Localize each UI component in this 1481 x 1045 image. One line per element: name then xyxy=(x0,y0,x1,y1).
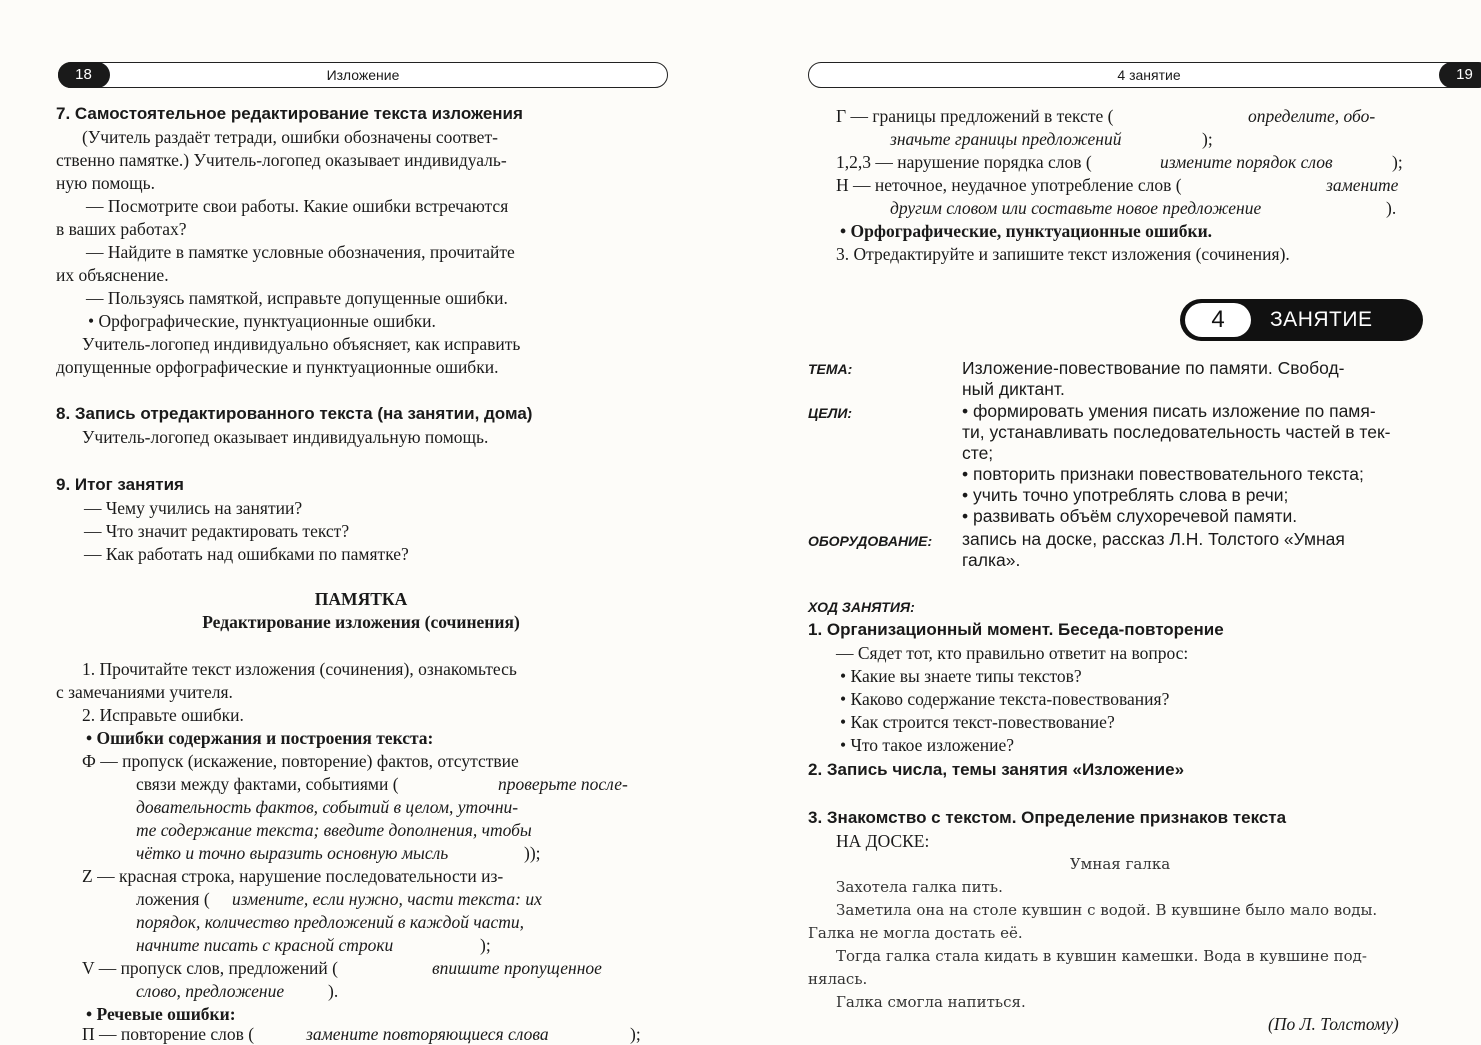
board-attribution: (По Л. Толстому) xyxy=(1268,1014,1399,1034)
text-line: галка». xyxy=(962,550,1021,570)
text-line: П — повторение слов ( xyxy=(82,1024,255,1044)
text-line: ); xyxy=(630,1024,641,1044)
text-line: Учитель-логопед индивидуально объясняет, как исправить xyxy=(82,334,521,354)
text-line: • Ошибки содержания и построения текста: xyxy=(86,728,434,748)
text-line: довательность фактов, событий в целом, уточни- xyxy=(136,797,519,817)
text-line: замените xyxy=(1326,175,1399,195)
text-line: значьте границы предложений xyxy=(890,129,1122,149)
board-line: Галка не могла достать её. xyxy=(808,924,1023,942)
header-title: Изложение xyxy=(326,67,400,83)
text-line: определите, обо- xyxy=(1248,106,1376,126)
text-line: 9. Итог занятия xyxy=(56,475,184,494)
text-line: 1,2,3 — нарушение порядка слов ( xyxy=(836,152,1092,172)
text-line: ); xyxy=(480,935,491,955)
text-line: измените, если нужно, части текста: их xyxy=(232,889,542,909)
text-line: — Посмотрите свои работы. Какие ошибки встречаются xyxy=(86,196,509,216)
board-line: Тогда галка стала кидать в кувшин камешки. Вода в кувшине под- xyxy=(836,947,1367,965)
text-line: НА ДОСКЕ: xyxy=(836,831,930,851)
text-line: чётко и точно выразить основную мысль xyxy=(136,843,449,863)
text-line: 1. Прочитайте текст изложения (сочинения), ознакомьтесь xyxy=(82,659,517,679)
text-line: ТЕМА: xyxy=(808,361,853,377)
text-line: — Чему учились на занятии? xyxy=(84,498,303,518)
text-line: впишите пропущенное xyxy=(432,958,602,978)
text-line: )); xyxy=(524,843,541,863)
text-line: 2. Исправьте ошибки. xyxy=(82,705,244,725)
text-line: 1. Организационный момент. Беседа-повторение xyxy=(808,620,1224,639)
text-line: 3. Отредактируйте и запишите текст изложения (сочинения). xyxy=(836,244,1290,264)
text-line: — Что значит редактировать текст? xyxy=(84,521,350,541)
lesson-word: ЗАНЯТИЕ xyxy=(1270,308,1373,331)
text-line: — Сядет тот, кто правильно ответит на вопрос: xyxy=(836,643,1189,663)
text-line: ); xyxy=(1202,129,1213,149)
text-line: — Пользуясь памяткой, исправьте допущенные ошибки. xyxy=(86,288,508,308)
page-header-left xyxy=(58,62,668,88)
text-line: — Как работать над ошибками по памятке? xyxy=(84,544,409,564)
text-line: замените повторяющиеся слова xyxy=(306,1024,549,1044)
text-line: ный диктант. xyxy=(962,379,1065,399)
text-line: • Каково содержание текста-повествования? xyxy=(840,689,1170,709)
text-line: ОБОРУДОВАНИЕ: xyxy=(808,533,933,549)
text-line: • Как строится текст-повествование? xyxy=(840,712,1115,732)
text-line: другим словом или составьте новое предложение xyxy=(890,198,1262,218)
text-line: • развивать объём слухоречевой памяти. xyxy=(962,506,1298,526)
text-line: Учитель-логопед оказывает индивидуальную помощь. xyxy=(82,427,489,447)
text-line: ти, устанавливать последовательность частей в тек- xyxy=(962,422,1391,442)
board-line: Захотела галка пить. xyxy=(836,878,1003,896)
text-line: • учить точно употреблять слова в речи; xyxy=(962,485,1289,505)
text-line: • Орфографические, пунктуационные ошибки. xyxy=(88,311,436,331)
text-line: связи между фактами, событиями ( xyxy=(136,774,399,794)
text-line: (Учитель раздаёт тетради, ошибки обозначены соответ- xyxy=(82,127,498,147)
text-line: сте; xyxy=(962,443,994,463)
page-number: 18 xyxy=(58,62,110,88)
board-line: Заметила она на столе кувшин с водой. В кувшине было мало воды. xyxy=(836,901,1378,919)
text-line: Z — красная строка, нарушение последовательности из- xyxy=(82,866,504,886)
text-line: • Орфографические, пунктуационные ошибки. xyxy=(840,221,1213,241)
text-line: 2. Запись числа, темы занятия «Изложение» xyxy=(808,760,1185,779)
lesson-number: 4 xyxy=(1185,303,1251,337)
text-line: начните писать с красной строки xyxy=(136,935,394,955)
page-number: 19 xyxy=(1439,62,1481,88)
text-line: порядок, количество предложений в каждой части, xyxy=(136,912,525,932)
text-line: ). xyxy=(1386,198,1397,218)
text-line: 3. Знакомство с текстом. Определение признаков текста xyxy=(808,808,1287,827)
text-line: запись на доске, рассказ Л.Н. Толстого «Умная xyxy=(962,529,1345,549)
text-line: Ф — пропуск (искажение, повторение) фактов, отсутствие xyxy=(82,751,519,771)
text-line: — Найдите в памятке условные обозначения, прочитайте xyxy=(86,242,515,262)
text-line: • формировать умения писать изложение по памя- xyxy=(962,401,1376,421)
text-line: ПАМЯТКА xyxy=(314,589,408,609)
text-line: их объяснение. xyxy=(56,265,169,285)
text-line: ); xyxy=(1392,152,1403,172)
text-line: ственно памятке.) Учитель-логопед оказывает индивидуаль- xyxy=(56,150,507,170)
text-line: ную помощь. xyxy=(56,173,156,193)
text-line: • повторить признаки повествовательного текста; xyxy=(962,464,1364,484)
board-line: нялась. xyxy=(808,970,868,988)
text-line: Редактирование изложения (сочинения) xyxy=(202,612,520,632)
text-line: Изложение-повествование по памяти. Свобод- xyxy=(962,358,1345,378)
text-line: 7. Самостоятельное редактирование текста изложения xyxy=(56,104,523,123)
text-line: ЦЕЛИ: xyxy=(808,405,853,421)
text-line: • Какие вы знаете типы текстов? xyxy=(840,666,1082,686)
text-line: в ваших работах? xyxy=(56,219,187,239)
text-line: • Что такое изложение? xyxy=(840,735,1014,755)
text-line: ). xyxy=(328,981,339,1001)
header-title: 4 занятие xyxy=(1117,67,1181,83)
text-line: ложения ( xyxy=(136,889,210,909)
text-line: проверьте после- xyxy=(498,774,628,794)
page-header-right xyxy=(808,62,1481,88)
text-line: Г — границы предложений в тексте ( xyxy=(836,106,1114,126)
text-line: измените порядок слов xyxy=(1160,152,1333,172)
text-line: Н — неточное, неудачное употребление слов ( xyxy=(836,175,1182,195)
board-title: Умная галка xyxy=(1069,855,1171,873)
text-line: • Речевые ошибки: xyxy=(86,1004,236,1024)
text-line: те содержание текста; введите дополнения, чтобы xyxy=(136,820,532,840)
board-line: Галка смогла напиться. xyxy=(836,993,1026,1011)
text-line: ХОД ЗАНЯТИЯ: xyxy=(808,599,915,615)
text-line: с замечаниями учителя. xyxy=(56,682,233,702)
lesson-badge xyxy=(1180,299,1423,341)
text-line: допущенные орфографические и пунктуационные ошибки. xyxy=(56,357,499,377)
text-line: 8. Запись отредактированного текста (на занятии, дома) xyxy=(56,404,533,423)
text-line: V — пропуск слов, предложений ( xyxy=(82,958,338,978)
text-line: слово, предложение xyxy=(136,981,285,1001)
